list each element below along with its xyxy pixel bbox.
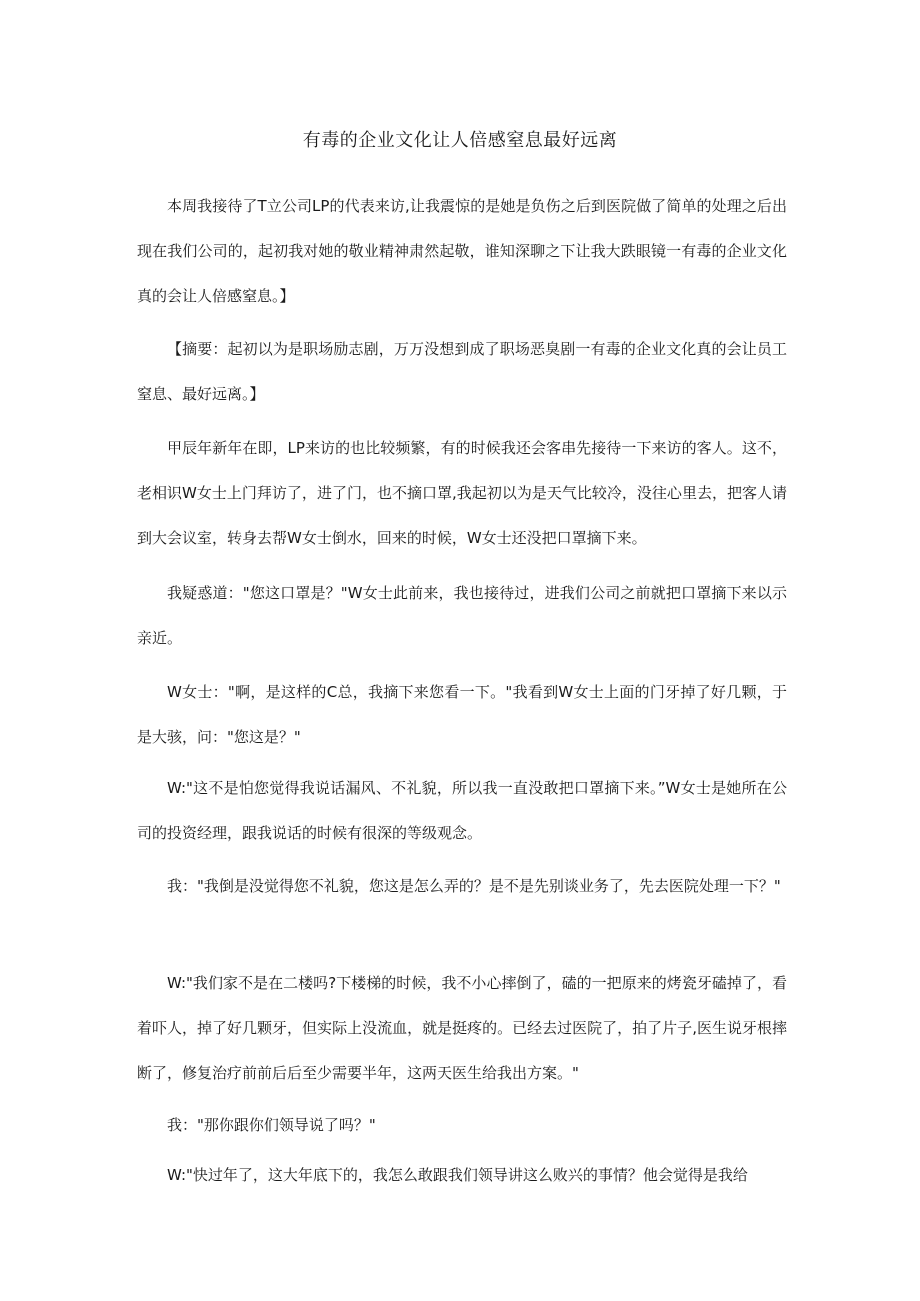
paragraph-w-explain: W:"这不是怕您觉得我说话漏风、不礼貌，所以我一直没敢把口罩摘下来。”W女士是她所在公司的投资经理，跟我说话的时候有很深的等级观念。 (137, 779, 787, 842)
paragraph-visit: 甲辰年新年在即，LP来访的也比较频繁，有的时候我还会客串先接待一下来访的客人。这不，老相识W女士上门拜访了，进了门，也不摘口罩,我起初以为是天气比较冷，没往心里去，把客人请到大会议室，转身去帮W女士倒水，回来的时候，W女士还没把口罩摘下来。 (137, 439, 787, 547)
paragraph-abstract: 【摘要：起初以为是职场励志剧，万万没想到成了职场恶臭剧一有毒的企业文化真的会让员工窒息、最好远离。】 (137, 340, 787, 403)
paragraph-me-leader: 我："那你跟你们领导说了吗？" (167, 1116, 376, 1134)
paragraph-w-remove-mask: W女士："啊，是这样的C总，我摘下来您看一下。"我看到W女士上面的门牙掉了好几颗，于是大骇，问："您这是？" (137, 683, 787, 746)
paragraph-w-new-year: W:"快过年了，这大年底下的，我怎么敢跟我们领导讲这么败兴的事情？他会觉得是我给 (167, 1166, 748, 1184)
document-title: 有毒的企业文化让人倍感窒息最好远离 (302, 130, 618, 151)
paragraph-w-fall: W:"我们家不是在二楼吗?下楼梯的时候，我不小心摔倒了，磕的一把原来的烤瓷牙磕掉了，看着吓人，掉了好几颗牙，但实际上没流血，就是挺疼的。已经去过医院了，拍了片子,医生说牙根摔断了，修复治疗前前后后至少需要半年，这两天医生给我出方案。" (137, 974, 787, 1082)
paragraph-me-hospital: 我："我倒是没觉得您不礼貌，您这是怎么弄的？是不是先别谈业务了，先去医院处理一下？" (167, 877, 781, 895)
paragraph-question-mask: 我疑惑道："您这口罩是？"W女士此前来，我也接待过，进我们公司之前就把口罩摘下来以示亲近。 (137, 584, 787, 647)
paragraph-intro: 本周我接待了T立公司LP的代表来访,让我震惊的是她是负伤之后到医院做了简单的处理之后出现在我们公司的，起初我对她的敬业精神肃然起敬，谁知深聊之下让我大跌眼镜一有毒的企业文化真的会让人倍感窒息。】 (137, 197, 787, 305)
